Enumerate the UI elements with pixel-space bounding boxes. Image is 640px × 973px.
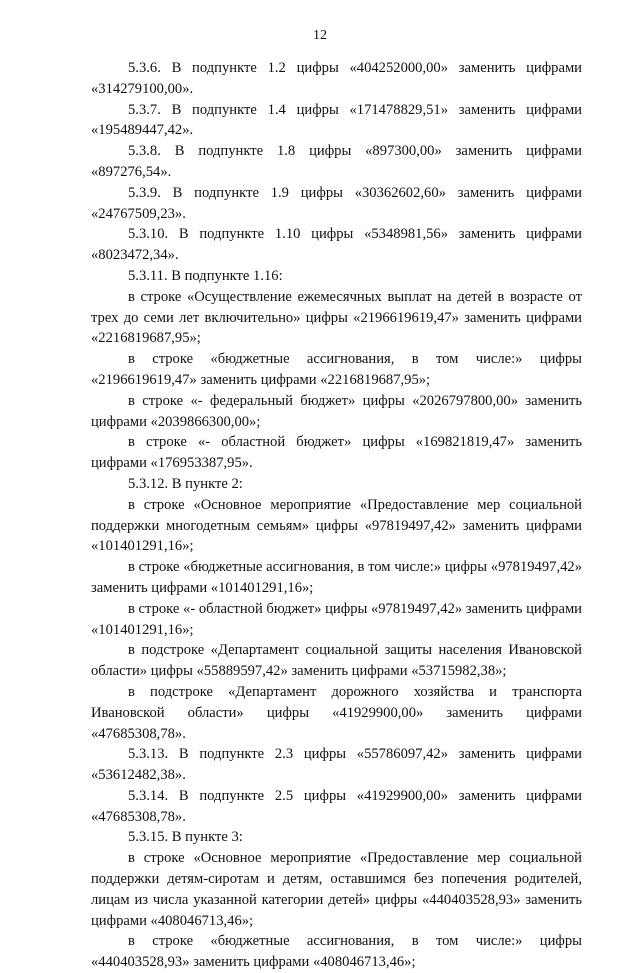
paragraph-5-3-8: 5.3.8. В подпункте 1.8 цифры «897300,00» заменить цифрами «897276,54». xyxy=(91,143,582,180)
page-number: 12 xyxy=(313,28,327,43)
paragraph-5-3-10: 5.3.10. В подпункте 1.10 цифры «5348981,56» заменить цифрами «8023472,34». xyxy=(91,226,582,264)
paragraph-5-3-7: 5.3.7. В подпункте 1.4 цифры «171478829,51» заменить цифрами «195489447,42». xyxy=(91,101,582,139)
paragraph-line-budget-allocations: в строке «бюджетные ассигнования, в том числе:» цифры «2196619619,47» заменить цифрами «2216819687,95»; xyxy=(91,351,582,388)
paragraph-5-3-12: 5.3.12. В пункте 2: xyxy=(128,475,243,492)
paragraph-5-3-9: 5.3.9. В подпункте 1.9 цифры «30362602,60» заменить цифрами «24767509,23». xyxy=(91,184,582,222)
paragraph-subline-road-transport: в подстроке «Департамент дорожного хозяйства и транспорта Ивановской области» цифры «41929900,00» заменить цифрами «47685308,78». xyxy=(91,683,582,742)
paragraph-5-3-13: 5.3.13. В подпункте 2.3 цифры «55786097,42» заменить цифрами «53612482,38». xyxy=(91,746,582,784)
paragraph-line-federal-budget: в строке «- федеральный бюджет» цифры «2026797800,00» заменить цифрами «2039866300,00»; xyxy=(91,392,582,430)
paragraph-5-3-15: 5.3.15. В пункте 3: xyxy=(128,829,243,846)
paragraph-line-monthly-payments: в строке «Осуществление ежемесячных выплат на детей в возрасте от трех до семи лет включительно» цифры «2196619619,47» заменить цифрами «2216819687,95»; xyxy=(91,288,582,347)
paragraph-line-budget-allocations-2: в строке «бюджетные ассигнования, в том числе:» цифры «97819497,42» заменить цифрами «101401291,16»; xyxy=(91,559,582,596)
paragraph-line-large-families: в строке «Основное мероприятие «Предоставление мер социальной поддержки многодетным семьям» цифры «97819497,42» заменить цифрами «101401291,16»; xyxy=(91,496,582,555)
paragraph-line-regional-budget: в строке «- областной бюджет» цифры «169821819,47» заменить цифрами «176953387,95». xyxy=(91,434,582,472)
paragraph-line-regional-budget-2: в строке «- областной бюджет» цифры «97819497,42» заменить цифрами «101401291,16»; xyxy=(91,600,582,638)
paragraph-5-3-11: 5.3.11. В подпункте 1.16: xyxy=(128,267,283,284)
document-body xyxy=(91,58,582,973)
paragraph-5-3-14: 5.3.14. В подпункте 2.5 цифры «41929900,00» заменить цифрами «47685308,78». xyxy=(91,787,582,825)
paragraph-5-3-6: 5.3.6. В подпункте 1.2 цифры «404252000,00» заменить цифрами «314279100,00». xyxy=(91,60,582,97)
paragraph-subline-social-protection: в подстроке «Департамент социальной защиты населения Ивановской области» цифры «55889597,42» заменить цифрами «53715982,38»; xyxy=(91,642,582,680)
paragraph-line-budget-allocations-3: в строке «бюджетные ассигнования, в том числе:» цифры «440403528,93» заменить цифрами «408046713,46»; xyxy=(91,933,582,971)
paragraph-line-orphans-support: в строке «Основное мероприятие «Предоставление мер социальной поддержки детям-сиротам и детям, оставшимся без попечения родителей, лицам из числа указанной категории детей» цифры «440403528,93» заменить цифрами «408046713,46»; xyxy=(91,850,582,929)
